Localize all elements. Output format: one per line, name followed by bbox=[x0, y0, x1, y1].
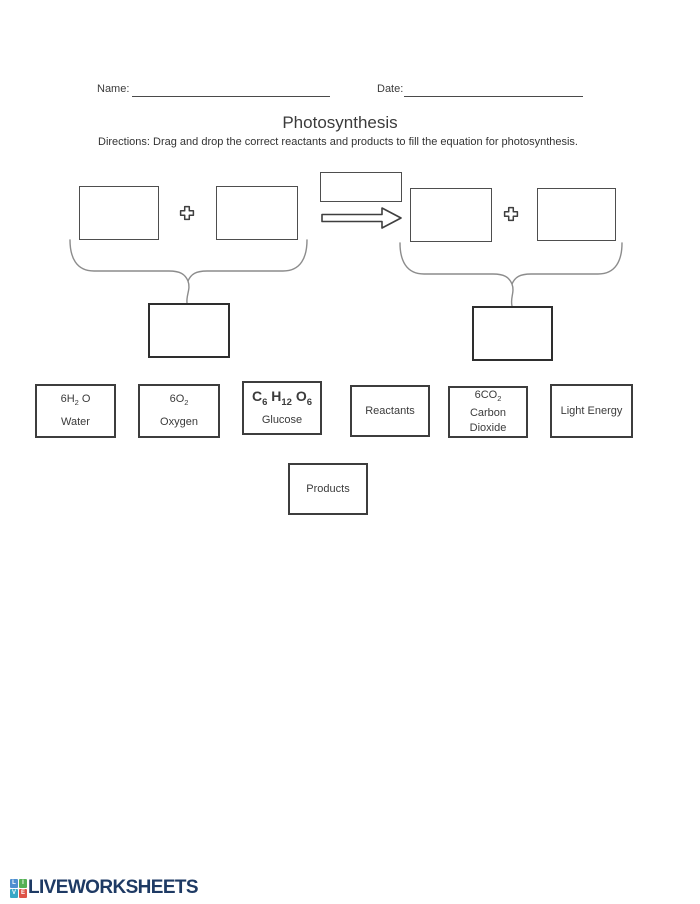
carbon-dioxide-label-line1: Carbon bbox=[469, 407, 507, 420]
draggable-water[interactable] bbox=[35, 384, 116, 438]
draggable-carbon-dioxide[interactable] bbox=[448, 386, 528, 438]
glucose-label: Glucose bbox=[261, 414, 303, 427]
water-label: Water bbox=[61, 416, 90, 429]
curly-brace-left bbox=[0, 230, 700, 310]
products-label: Products bbox=[306, 482, 350, 495]
liveworksheets-logo-text: LIVEWORKSHEETS bbox=[28, 877, 199, 898]
plus-icon bbox=[179, 205, 195, 221]
logo-tile-v: V bbox=[11, 890, 16, 896]
logo-tile-i: I bbox=[19, 879, 27, 888]
carbon-dioxide-label-line2: Dioxide bbox=[469, 422, 507, 435]
glucose-formula: $C_6$ $H_{12}$ $O_6$ bbox=[251, 387, 313, 408]
directions-text: Directions: Drag and drop the correct reactants and products to fill the equation for photosynthesis. bbox=[98, 136, 578, 148]
draggable-products[interactable] bbox=[288, 463, 368, 515]
draggable-reactants[interactable] bbox=[350, 385, 430, 437]
draggable-glucose[interactable] bbox=[242, 381, 322, 435]
products-answer-slot[interactable] bbox=[472, 306, 553, 361]
liveworksheets-logo-icon bbox=[10, 879, 27, 898]
light-energy-label: Light Energy bbox=[560, 404, 623, 417]
logo-tile-e: E bbox=[20, 890, 25, 896]
carbon-dioxide-formula: $6CO_2$ bbox=[474, 388, 502, 404]
water-formula: $6H_2$ O bbox=[60, 392, 91, 408]
liveworksheets-logo[interactable] bbox=[10, 877, 198, 899]
plus-icon bbox=[503, 206, 519, 222]
draggable-light-energy[interactable] bbox=[550, 384, 633, 438]
equation-energy-slot[interactable] bbox=[320, 172, 402, 202]
date-blank-line[interactable] bbox=[404, 84, 583, 97]
name-label: Name: bbox=[97, 83, 130, 95]
draggable-oxygen[interactable] bbox=[138, 384, 220, 438]
date-label: Date: bbox=[377, 83, 404, 95]
logo-tile-l: L bbox=[10, 879, 18, 888]
reactants-label: Reactants bbox=[365, 404, 415, 417]
page-title: Photosynthesis bbox=[282, 113, 398, 132]
reactants-answer-slot[interactable] bbox=[148, 303, 230, 358]
right-arrow-icon bbox=[320, 205, 404, 231]
name-blank-line[interactable] bbox=[132, 84, 330, 97]
oxygen-label: Oxygen bbox=[160, 416, 198, 429]
oxygen-formula: $6O_2$ bbox=[169, 392, 189, 408]
